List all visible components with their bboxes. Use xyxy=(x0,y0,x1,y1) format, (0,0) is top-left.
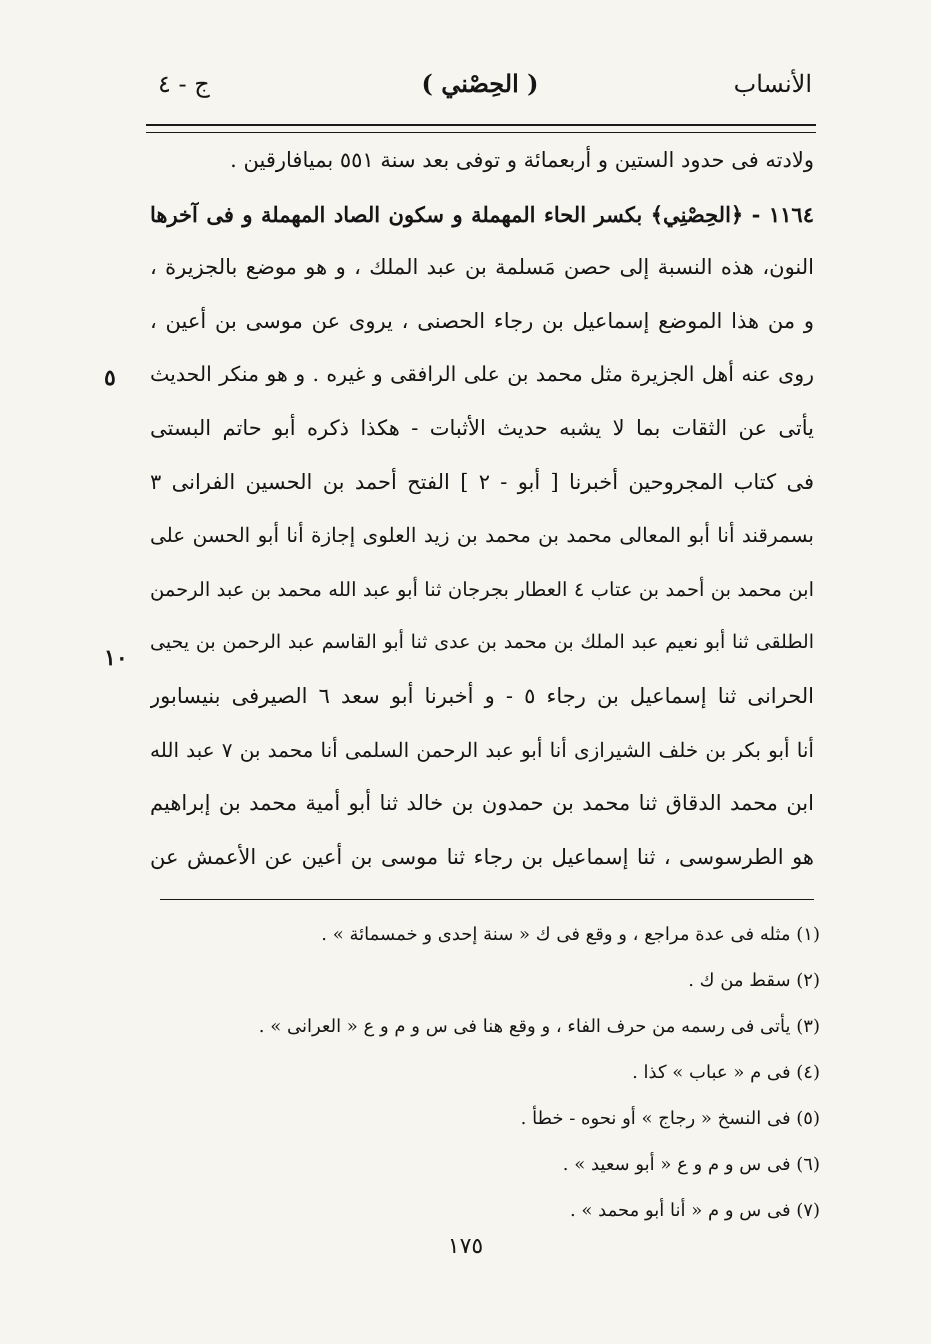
text-line-4: و من هذا الموضع إسماعيل بن رجاء الحصنى ، يروى عن موسى بن أعين ، xyxy=(150,308,814,333)
running-header xyxy=(148,60,812,110)
footnote-7: (٧) فى س و م « أنا أبو محمد » . xyxy=(569,1200,820,1221)
text-line-10: الطلقى ثنا أبو نعيم عبد الملك بن محمد بن عدى ثنا أبو القاسم عبد الرحمن بن يحيى xyxy=(150,631,814,654)
footnote-1: (١) مثله فى عدة مراجع ، و وقع فى ك « سنة إحدى و خمسمائة » . xyxy=(321,924,820,945)
text-line-13: ابن محمد الدقاق ثنا محمد بن حمدون بن خالد ثنا أبو أمية محمد بن إبراهيم xyxy=(150,791,814,816)
header-entry-name: ( الحِصْني ) xyxy=(421,69,539,98)
text-line-2: ١١٦٤ - ﴿الحِصْنِي﴾ بكسر الحاء المهملة و سكون الصاد المهملة و فى آخرها xyxy=(150,201,814,227)
header-volume: ج - ٤ xyxy=(158,70,210,98)
text-line-8: بسمرقند أنا أبو المعالى محمد بن محمد بن زيد العلوى إجازة أنا أبو الحسن على xyxy=(150,523,814,548)
footnotes xyxy=(150,912,820,1234)
main-text xyxy=(150,134,814,884)
text-line-9: ابن محمد بن أحمد بن عتاب ٤ العطار بجرجان ثنا أبو عبد الله محمد بن عبد الرحمن xyxy=(150,577,814,601)
text-line-6: يأتى عن الثقات بما لا يشبه حديث الأثبات - هكذا ذكره أبو حاتم البستى xyxy=(150,415,814,440)
text-line-12: أنا أبو بكر بن خلف الشيرازى أنا أبو عبد الرحمن السلمى أنا محمد بن ٧ عبد الله xyxy=(150,737,814,762)
footnote-6: (٦) فى س و م و ع « أبو سعيد » . xyxy=(562,1154,820,1175)
text-line-1: ولادته فى حدود الستين و أربعمائة و توفى بعد سنة ٥٥١ بميافارقين . xyxy=(230,148,814,172)
footnote-2: (٢) سقط من ك . xyxy=(688,970,820,991)
footnote-5: (٥) فى النسخ « رجاج » أو نحوه - خطأ . xyxy=(520,1108,820,1129)
page-number: ١٧٥ xyxy=(447,1234,484,1259)
footnote-3: (٣) يأتى فى رسمه من حرف الفاء ، و وقع هنا فى س و م و ع « العرانى » . xyxy=(258,1016,820,1037)
header-divider xyxy=(146,124,816,133)
text-line-7: فى كتاب المجروحين أخبرنا [ أبو - ٢ ] الفتح أحمد بن الحسين الفرانى ٣ xyxy=(150,469,814,494)
margin-line-number-5: ٥ xyxy=(104,365,116,391)
margin-line-number-10: ١٠ xyxy=(104,645,128,671)
text-line-5: روى عنه أهل الجزيرة مثل محمد بن على الرافقى و غيره . و هو منكر الحديث xyxy=(150,362,814,387)
text-line-14: هو الطرسوسى ، ثنا إسماعيل بن رجاء ثنا موسى بن أعين عن الأعمش عن xyxy=(150,844,814,869)
footnote-divider xyxy=(160,899,814,900)
text-line-3: النون، هذه النسبة إلى حصن مَسلمة بن عبد الملك ، و هو موضع بالجزيرة ، xyxy=(150,255,814,280)
header-book-title: الأنساب xyxy=(733,70,812,98)
footnote-4: (٤) فى م « عباب » كذا . xyxy=(632,1062,820,1083)
text-line-11: الحرانى ثنا إسماعيل بن رجاء ٥ - و أخبرنا أبو سعد ٦ الصيرفى بنيسابور xyxy=(150,683,814,708)
